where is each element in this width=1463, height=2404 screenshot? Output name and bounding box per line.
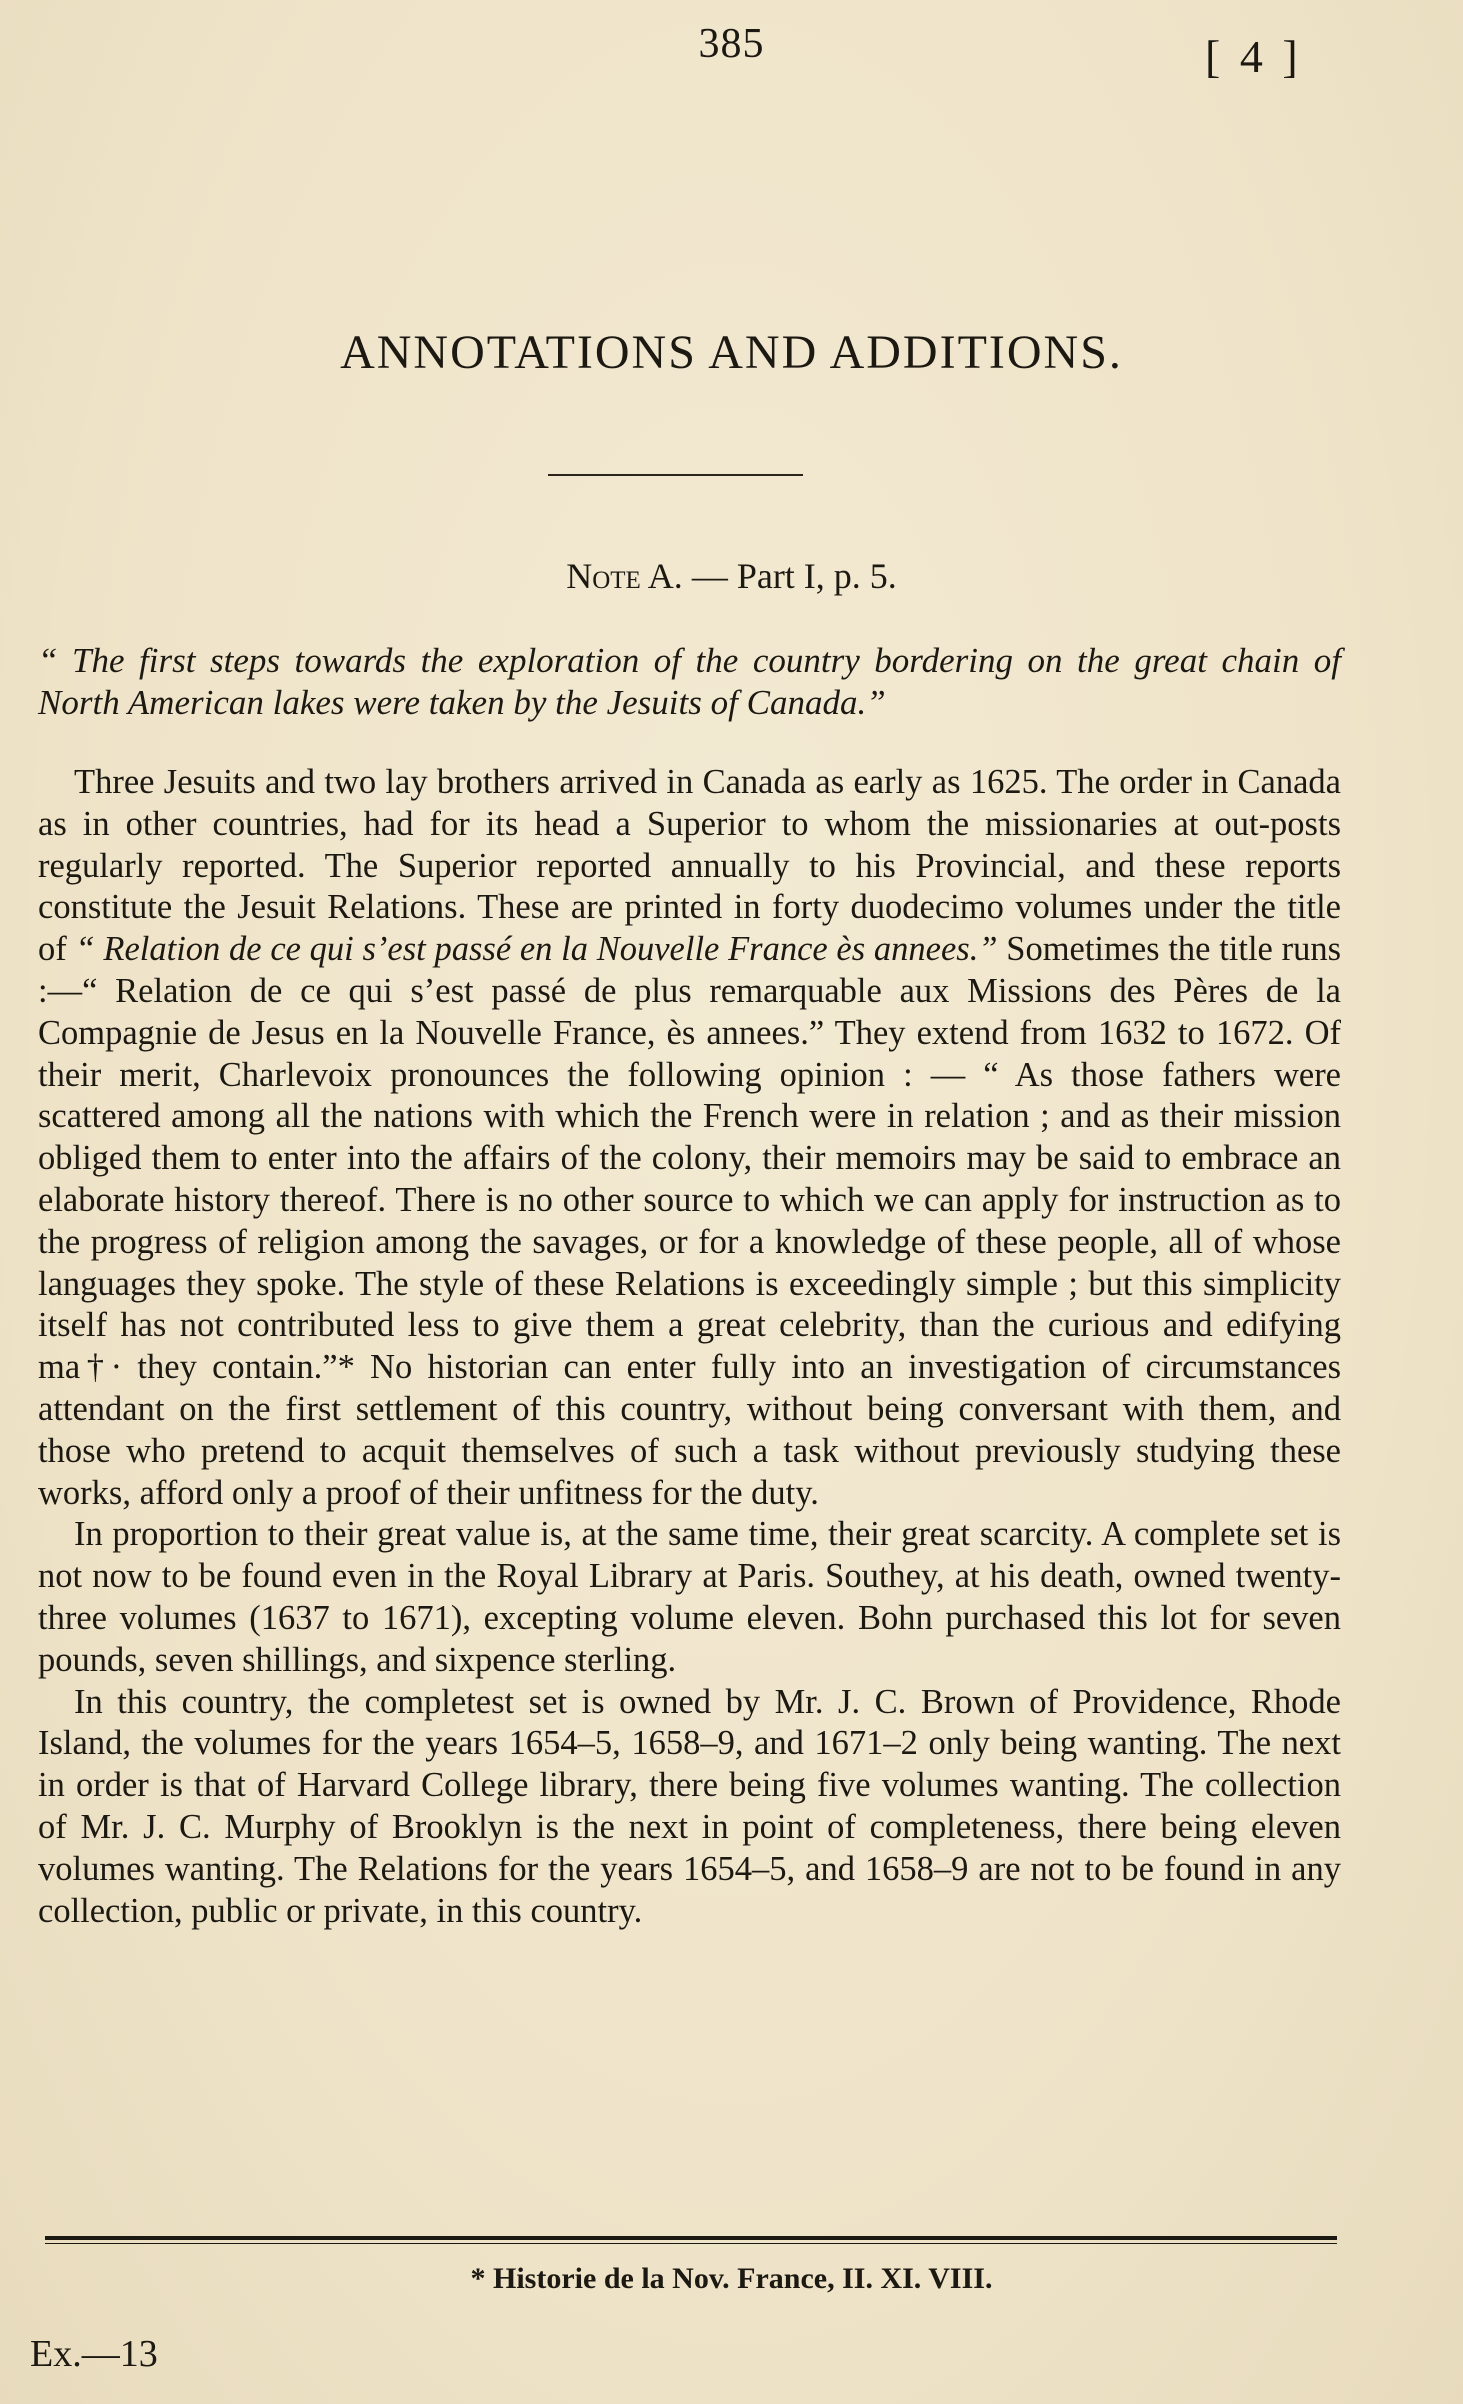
paragraph-1-italic-title: “ Relation de ce qui s’est passé en la Nouvelle France ès annees.” [75,930,998,969]
paragraph-3: In this country, the completest set is owned by Mr. J. C. Brown of Providence, Rhode Island, the volumes for the years 1654–5, 1658–9, and 1671–2 only being wanting. The next in order is that of Harvard College library, there being five volumes wanting. The collection of Mr. J. C. Murphy of Brooklyn is the next in point of completeness, there being eleven volumes wanting. The Relations for the years 1654–5, and 1658–9 are not to be found in any collection, public or private, in this country. [38,1682,1341,1930]
page-title: ANNOTATIONS AND ADDITIONS. [340,326,1123,379]
epigraph-quote: “ The first steps towards the exploration of the country bordering on the great chain of North American lakes were taken by the Jesuits of Canada.” [38,641,1341,722]
footnote-divider-thick [45,2236,1337,2240]
paragraph-2: In proportion to their great value is, at the same time, their great scarcity. A complete set is not now to be found even in the Royal Library at Paris. Southey, at his death, owned twenty-three volumes (1637 to 1671), excepting volume eleven. Bohn purchased this lot for seven pounds, seven shillings, and sixpence sterling. [38,1515,1341,1679]
title-divider [548,474,803,476]
signature-mark: Ex.—13 [30,2333,158,2375]
page-number: 385 [698,21,765,67]
paragraph-1 [38,762,1341,1514]
note-heading [0,555,1463,597]
section-number: [ 4 ] [1205,31,1302,82]
body-text [38,762,1341,1932]
note-label: Note A. [566,556,683,596]
paragraph-1-part-a: Three Jesuits and two lay brothers arrived in Canada as early as 1625. The order in Canada as in other countries, had for its head a Superior to whom the missionaries at out-posts regularly reported. The Superior reported annually to his Provincial, and these reports constitute the Jesuit Relations. These are printed in forty duodecimo volumes under the title of [38,763,1341,969]
footnote-divider-thin [45,2243,1337,2244]
footnote: * Historie de la Nov. France, II. XI. VIII. [470,2262,993,2295]
note-reference: — Part I, p. 5. [682,556,897,596]
paragraph-1-part-b: Sometimes the title runs :—“ Relation de ce qui s’est passé de plus remarquable aux Missions des Pères de la Compagnie de Jesus en la Nouvelle France, ès annees.” They extend from 1632 to 1672. Of their merit, Charlevoix pronounces the following opinion : — “ As those fathers were scattered among all the nations with which the French were in relation ; and as their mission obliged them to enter into the affairs of the colony, their memoirs may be said to embrace an elaborate history thereof. There is no other source to which we can apply for instruction as to the progress of religion among the savages, or for a knowledge of these people, all of whose languages they spoke. The style of these Relations is exceedingly simple ; but this simplicity itself has not contributed less to give them a great celebrity, than the curious and edifying ma†· they contain.”* No historian can enter fully into an investigation of circumstances attendant on the first settlement of this country, without being conversant with them, and those who pretend to acquit themselves of such a task without previously studying these works, afford only a proof of their unfitness for the duty. [38,930,1342,1512]
